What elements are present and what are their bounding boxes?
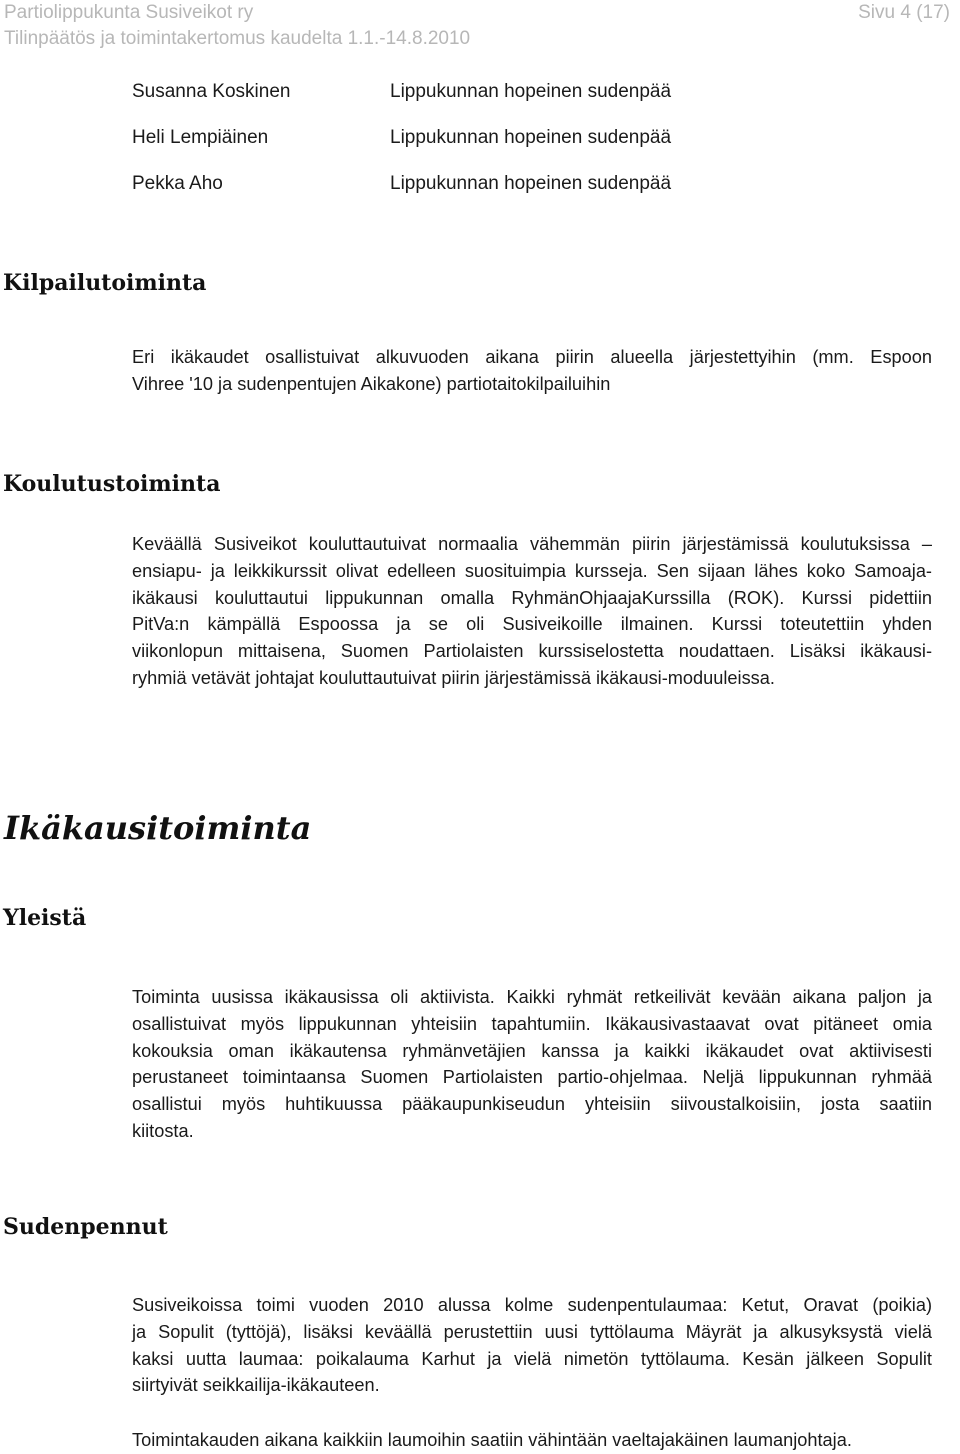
- paragraph-sudenpennut: [132, 1292, 932, 1399]
- document-title: Partiolippukunta Susiveikot ry: [4, 2, 254, 23]
- document-subtitle: Tilinpäätös ja toimintakertomus kaudelta 1.1.-14.8.2010: [4, 28, 471, 49]
- paragraph-line: Eri ikäkaudet osallistuivat alkuvuoden aikana piirin alueella järjestettyihin (mm. Espoon: [132, 347, 932, 367]
- paragraph-line: Toimintakauden aikana kaikkiin laumoihin saatiin vähintään vaeltajakäinen laumanjohtaja.: [132, 1430, 852, 1450]
- section-heading-yleista: Yleistä: [3, 905, 87, 931]
- award-title: Lippukunnan hopeinen sudenpää: [390, 127, 672, 148]
- paragraph-line: viikonlopun mittaisena, Suomen Partiolaisten kurssiselostetta noudattaen. Lisäksi ikäkausi-: [132, 641, 932, 662]
- award-title: Lippukunnan hopeinen sudenpää: [390, 173, 672, 194]
- paragraph-sudenpennut-final: [132, 1427, 932, 1454]
- paragraph-yleista: [132, 984, 932, 1145]
- paragraph-line: kaksi uutta laumaa: poikalauma Karhut ja vielä nimetön tyttölauma. Kesän jälkeen Sopulit: [132, 1348, 932, 1369]
- award-recipient-name: Heli Lempiäinen: [132, 127, 269, 148]
- paragraph-line: Susiveikoissa toimi vuoden 2010 alussa kolme sudenpentulaumaa: Ketut, Oravat (poikia): [132, 1295, 932, 1315]
- paragraph-line: perustaneet toimintaansa Suomen Partiolaisten partio-ohjelmaa. Neljä lippukunnan ryhmää: [132, 1067, 932, 1088]
- paragraph-line: ikäkausi kouluttautui lippukunnan omalla RyhmänOhjaajaKurssilla (ROK). Kurssi pidettiin: [132, 587, 932, 608]
- paragraph-line: kiitosta.: [132, 1120, 194, 1141]
- paragraph-line: osallistui myös huhtikuussa pääkaupunkiseudun yhteisiin siivoustalkoisiin, josta saatiin: [132, 1094, 932, 1115]
- award-recipient-name: Pekka Aho: [132, 173, 223, 194]
- section-heading-sudenpennut: Sudenpennut: [3, 1214, 168, 1240]
- paragraph-line: siirtyivät seikkailija-ikäkauteen.: [132, 1375, 380, 1396]
- award-title: Lippukunnan hopeinen sudenpää: [390, 81, 672, 102]
- paragraph-line: ryhmiä vetävät johtajat kouluttautuivat piirin järjestämissä ikäkausi-moduuleissa.: [132, 667, 775, 688]
- paragraph-line: Keväällä Susiveikot kouluttautuivat normaalia vähemmän piirin järjestämissä koulutuksissa –: [132, 534, 932, 554]
- paragraph-line: Toiminta uusissa ikäkausissa oli aktiivista. Kaikki ryhmät retkeilivät kevään aikana paljon ja: [132, 987, 932, 1007]
- paragraph-kilpailutoiminta: [132, 344, 932, 398]
- section-heading-koulutustoiminta: Koulutustoiminta: [3, 471, 221, 497]
- paragraph-line: kokouksia oman ikäkautensa ryhmänvetäjien kanssa ja kaikki ikäkaudet ovat aktiivisesti: [132, 1040, 932, 1061]
- chapter-heading-ikakausitoiminta: Ikäkausitoiminta: [4, 809, 312, 847]
- paragraph-line: osallistuivat myös lippukunnan yhteisiin tapahtumiin. Ikäkausivastaavat ovat pitäneet omia: [132, 1013, 932, 1034]
- paragraph-line: Vihree '10 ja sudenpentujen Aikakone) partiotaitokilpailuihin: [132, 373, 611, 394]
- paragraph-line: PitVa:n kämpällä Espoossa ja se oli Susiveikoille ilmainen. Kurssi toteutettiin yhden: [132, 614, 932, 635]
- page-number: Sivu 4 (17): [858, 2, 950, 23]
- section-heading-kilpailutoiminta: Kilpailutoiminta: [3, 270, 207, 296]
- paragraph-line: ja Sopulit (tyttöjä), lisäksi keväällä perustettiin uusi tyttölauma Mäyrät ja alkusyksystä vielä: [132, 1321, 932, 1342]
- paragraph-koulutustoiminta: [132, 531, 932, 692]
- paragraph-line: ensiapu- ja leikkikurssit olivat edelleen suosituimpia kursseja. Sen sijaan lähes koko Samoaja-: [132, 560, 932, 581]
- award-recipient-name: Susanna Koskinen: [132, 81, 291, 102]
